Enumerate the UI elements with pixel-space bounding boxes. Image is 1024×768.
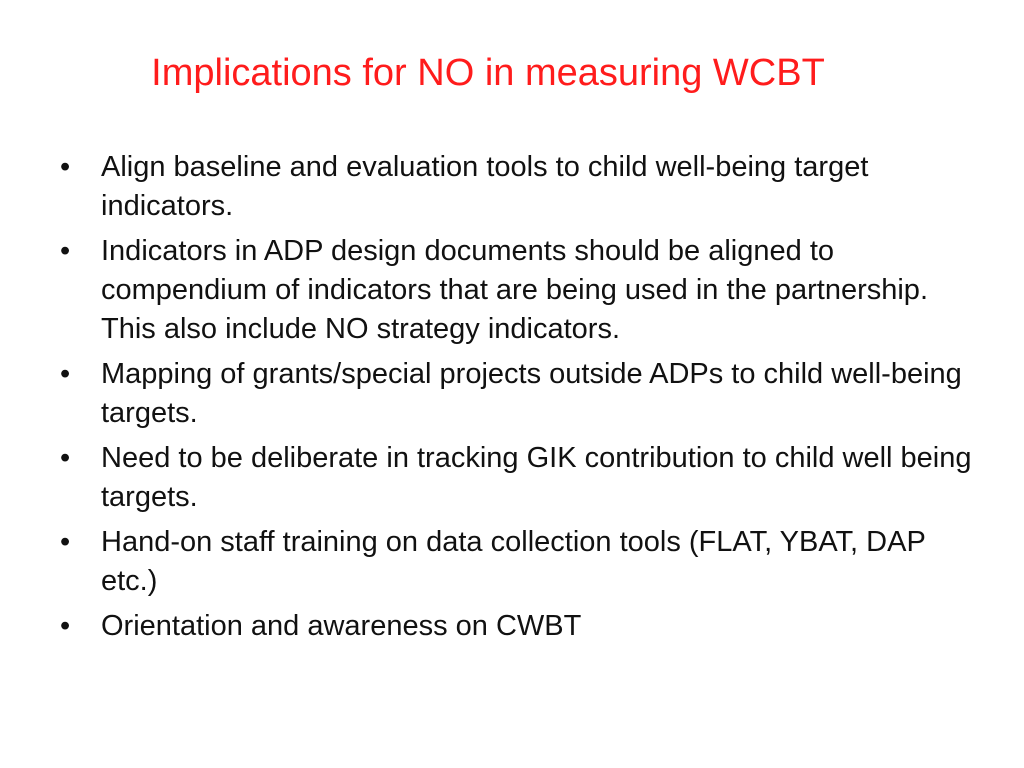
bullet-icon: • — [60, 610, 71, 642]
bullet-item — [58, 232, 978, 349]
bullet-icon: • — [60, 235, 71, 267]
bullet-item — [58, 607, 978, 646]
bullet-text: Align baseline and evaluation tools to child well-being target indicators. — [101, 151, 869, 222]
bullet-item — [58, 439, 978, 517]
bullet-text: Hand-on staff training on data collection tools (FLAT, YBAT, DAP etc.) — [101, 526, 926, 597]
bullet-list — [58, 148, 978, 652]
bullet-icon: • — [60, 526, 71, 558]
bullet-item — [58, 523, 978, 601]
bullet-text: Need to be deliberate in tracking GIK contribution to child well being targets. — [101, 442, 972, 513]
bullet-item — [58, 355, 978, 433]
bullet-icon: • — [60, 442, 71, 474]
bullet-icon: • — [60, 358, 71, 390]
slide-title: Implications for NO in measuring WCBT — [151, 52, 825, 94]
bullet-item — [58, 148, 978, 226]
bullet-icon: • — [60, 151, 71, 183]
bullet-text: Indicators in ADP design documents should be aligned to compendium of indicators that are being used in the partnership. This also include NO strategy indicators. — [101, 235, 928, 345]
bullet-text: Orientation and awareness on CWBT — [101, 610, 582, 642]
bullet-text: Mapping of grants/special projects outside ADPs to child well-being targets. — [101, 358, 962, 429]
